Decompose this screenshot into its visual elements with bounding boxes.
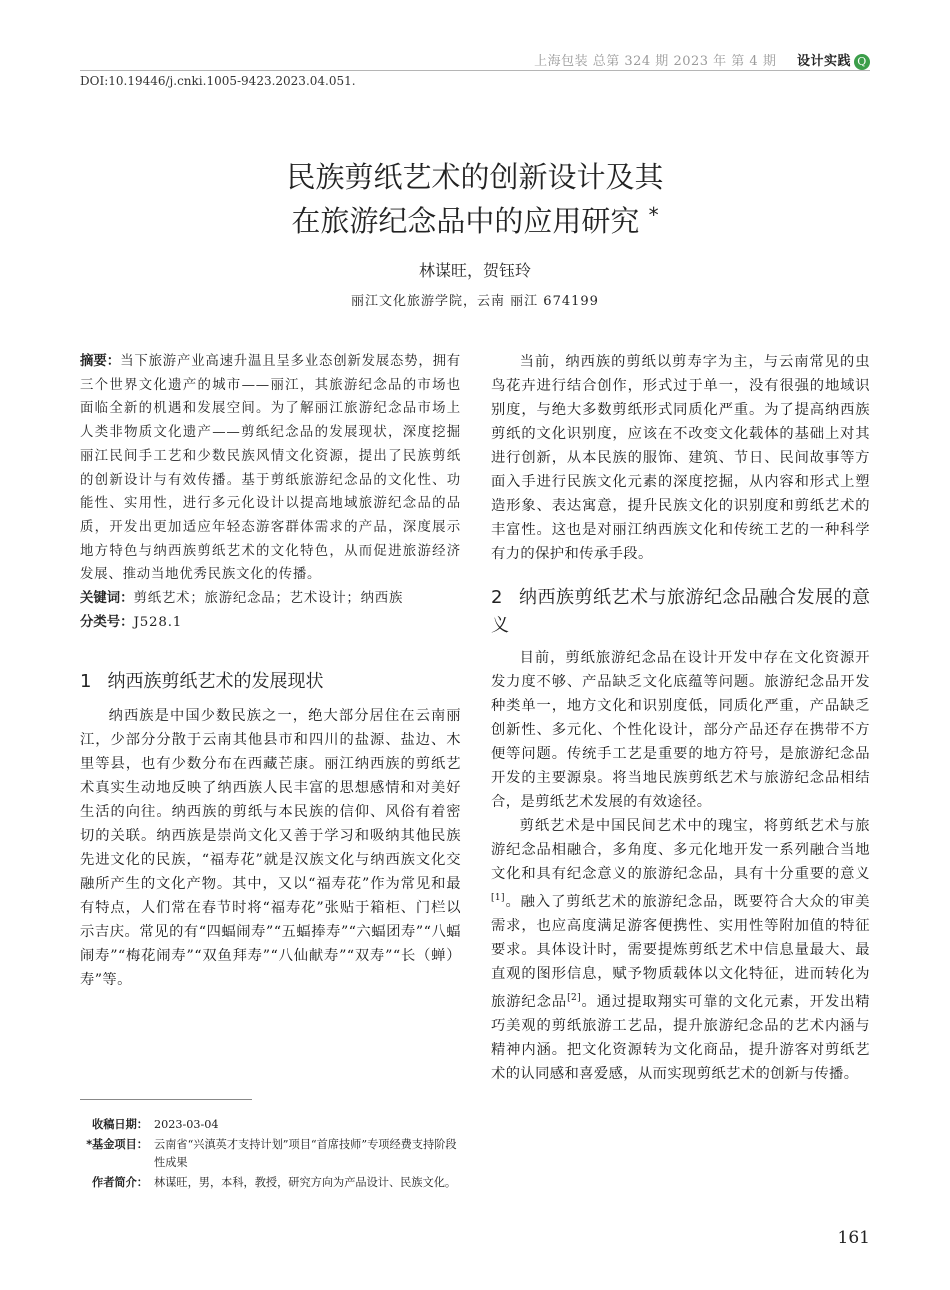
header-rule (80, 70, 870, 71)
received-date: 2023-03-04 (154, 1118, 219, 1131)
section-1-title: 纳西族剪纸艺术的发展现状 (107, 671, 324, 693)
section-2-text-b: 。融入了剪纸艺术的旅游纪念品，既要符合大众的审美需求，也应高度满足游客便携性、实用性等附加值的特征要求。具体设计时，需要提炼剪纸艺术中信息量最大、最直观的图形信息，赋予物质载体以文化特征，进而转化为旅游纪念品 (491, 893, 870, 1010)
title-line-2-text: 在旅游纪念品中的应用研究 (291, 204, 640, 238)
footnote-received (80, 1116, 461, 1134)
section-logo-icon: Q (854, 54, 870, 70)
section-2-paragraph-2 (491, 814, 870, 1086)
section-1-number: 1 (80, 671, 92, 693)
abstract-text: 当下旅游产业高速升温且呈多业态创新发展态势，拥有三个世界文化遗产的城市——丽江，其旅游纪念品的市场也面临全新的机遇和发展空间。为了解丽江旅游纪念品市场上人类非物质文化遗产——剪纸纪念品的发展现状，深度挖掘丽江民间手工艺和少数民族风情文化资源，提出了民族剪纸的创新设计与有效传播。基于剪纸旅游纪念品的文化性、功能性、实用性，进行多元化设计以提高地域旅游纪念品的品质，开发出更加适应年轻态游客群体需求的产品，深度展示地方特色与纳西族剪纸艺术的文化特色，从而促进旅游经济发展、推动当地优秀民族文化的传播。 (80, 354, 461, 583)
section-1-paragraph: 纳西族是中国少数民族之一，绝大部分居住在云南丽江，少部分分散于云南其他县市和四川的盐源、盐边、木里等县，也有少数分布在西藏芒康。丽江纳西族的剪纸艺术真实生动地反映了纳西族人民丰富的思想感情和对美好生活的向往。纳西族的剪纸与本民族的信仰、风俗有着密切的关联。纳西族是崇尚文化又善于学习和吸纳其他民族先进文化的民族，“福寿花”就是汉族文化与纳西族文化交融所产生的文化产物。其中，又以“福寿花”作为常见和最有特点，人们常在春节时将“福寿花”张贴于箱柜、门栏以示吉庆。常见的有“四蝠闹寿”“五蝠捧寿”“六蝠团寿”“八蝠闹寿”“梅花闹寿”“双鱼拜寿”“八仙献寿”“双寿”“长（蝉）寿”等。 (80, 708, 461, 989)
journal-issue: 总第 324 期 (592, 54, 669, 69)
received-label: 收稿日期： (92, 1118, 148, 1131)
affiliation: 丽江文化旅游学院，云南 丽江 674199 (351, 294, 599, 309)
title-line-2 (80, 199, 870, 243)
section-name: 设计实践 (796, 54, 851, 69)
right-column (491, 350, 870, 1086)
footnote-author (80, 1174, 461, 1192)
author-bio-label: 作者简介： (92, 1176, 148, 1189)
journal-name: 上海包装 (534, 54, 589, 69)
keywords-label: 关键词： (80, 591, 134, 607)
section-2-text-c: 。通过提取翔实可靠的文化元素，开发出精巧美观的剪纸旅游工艺品，提升旅游纪念品的艺术内涵与精神内涵。把文化资源转为文化商品，提升游客对剪纸艺术的认同感和喜爱感，从而实现剪纸艺术的创新与传播。 (491, 993, 871, 1082)
citation-2[interactable]: [2] (567, 992, 582, 1003)
section-2-number: 2 (491, 587, 503, 608)
running-header (80, 50, 870, 70)
page-number: 161 (837, 1228, 870, 1248)
section-2-title: 纳西族剪纸艺术与旅游纪念品融合发展的意义 (491, 587, 870, 636)
fund-text: 云南省“兴滇英才支持计划”项目“首席技师”专项经费支持阶段性成果 (154, 1138, 457, 1169)
keywords (80, 587, 461, 611)
classification-label: 分类号： (80, 614, 134, 630)
section-2-text-a: 剪纸艺术是中国民间艺术中的瑰宝，将剪纸艺术与旅游纪念品相融合，多角度、多元化地开发一系列融合当地文化和具有纪念意义的旅游纪念品，具有十分重要的意义 (491, 818, 870, 882)
keywords-text: 剪纸艺术；旅游纪念品；艺术设计；纳西族 (133, 591, 404, 607)
abstract-label: 摘要： (80, 354, 121, 369)
title-line-1: 民族剪纸艺术的创新设计及其 (286, 160, 664, 194)
doi: DOI:10.19446/j.cnki.1005-9423.2023.04.051. (80, 74, 356, 88)
intro-paragraph: 当前，纳西族的剪纸以剪寿字为主，与云南常见的虫鸟花卉进行结合创作，形式过于单一，没有很强的地域识别度，与绝大多数剪纸形式同质化严重。为了提高纳西族剪纸的文化识别度，应该在不改变文化载体的基础上对其进行创新，从本民族的服饰、建筑、节日、民间故事等方面入手进行民族文化元素的深度挖掘，从内容和形式上塑造形象、表达寓意，提升民族文化的识别度和剪纸艺术的丰富性。这也是对丽江纳西族文化和传统工艺的一种科学有力的保护和传承手段。 (491, 354, 870, 562)
footnote-rule (80, 1099, 252, 1100)
section-2-heading (491, 584, 870, 640)
abstract (80, 350, 461, 587)
classification-text: J528.1 (133, 614, 183, 630)
journal-number: 第 4 期 (731, 54, 777, 69)
classification (80, 611, 461, 635)
abstract-block (80, 350, 461, 634)
footnote-block (80, 1116, 461, 1194)
author-bio-text: 林谋旺，男，本科，教授，研究方向为产品设计、民族文化。 (154, 1176, 457, 1189)
left-column (80, 350, 461, 992)
authors: 林谋旺，贺钰玲 (418, 261, 531, 280)
title-footnote-mark: * (648, 203, 659, 227)
citation-1[interactable]: [1] (491, 893, 505, 903)
paper-title (80, 155, 870, 243)
journal-year: 2023 年 (673, 54, 727, 69)
fund-label: *基金项目： (86, 1138, 148, 1151)
footnote-fund (80, 1136, 461, 1172)
section-2-paragraph-1: 目前，剪纸旅游纪念品在设计开发中存在文化资源开发力度不够、产品缺乏文化底蕴等问题。旅游纪念品开发种类单一，地方文化和识别度低，同质化严重，产品缺乏创新性、多元化、个性化设计，部分产品还存在携带不方便等问题。传统手工艺是重要的地方符号，是旅游纪念品开发的主要源泉。将当地民族剪纸艺术与旅游纪念品相结合，是剪纸艺术发展的有效途径。 (491, 650, 870, 810)
section-1-heading (80, 668, 461, 696)
